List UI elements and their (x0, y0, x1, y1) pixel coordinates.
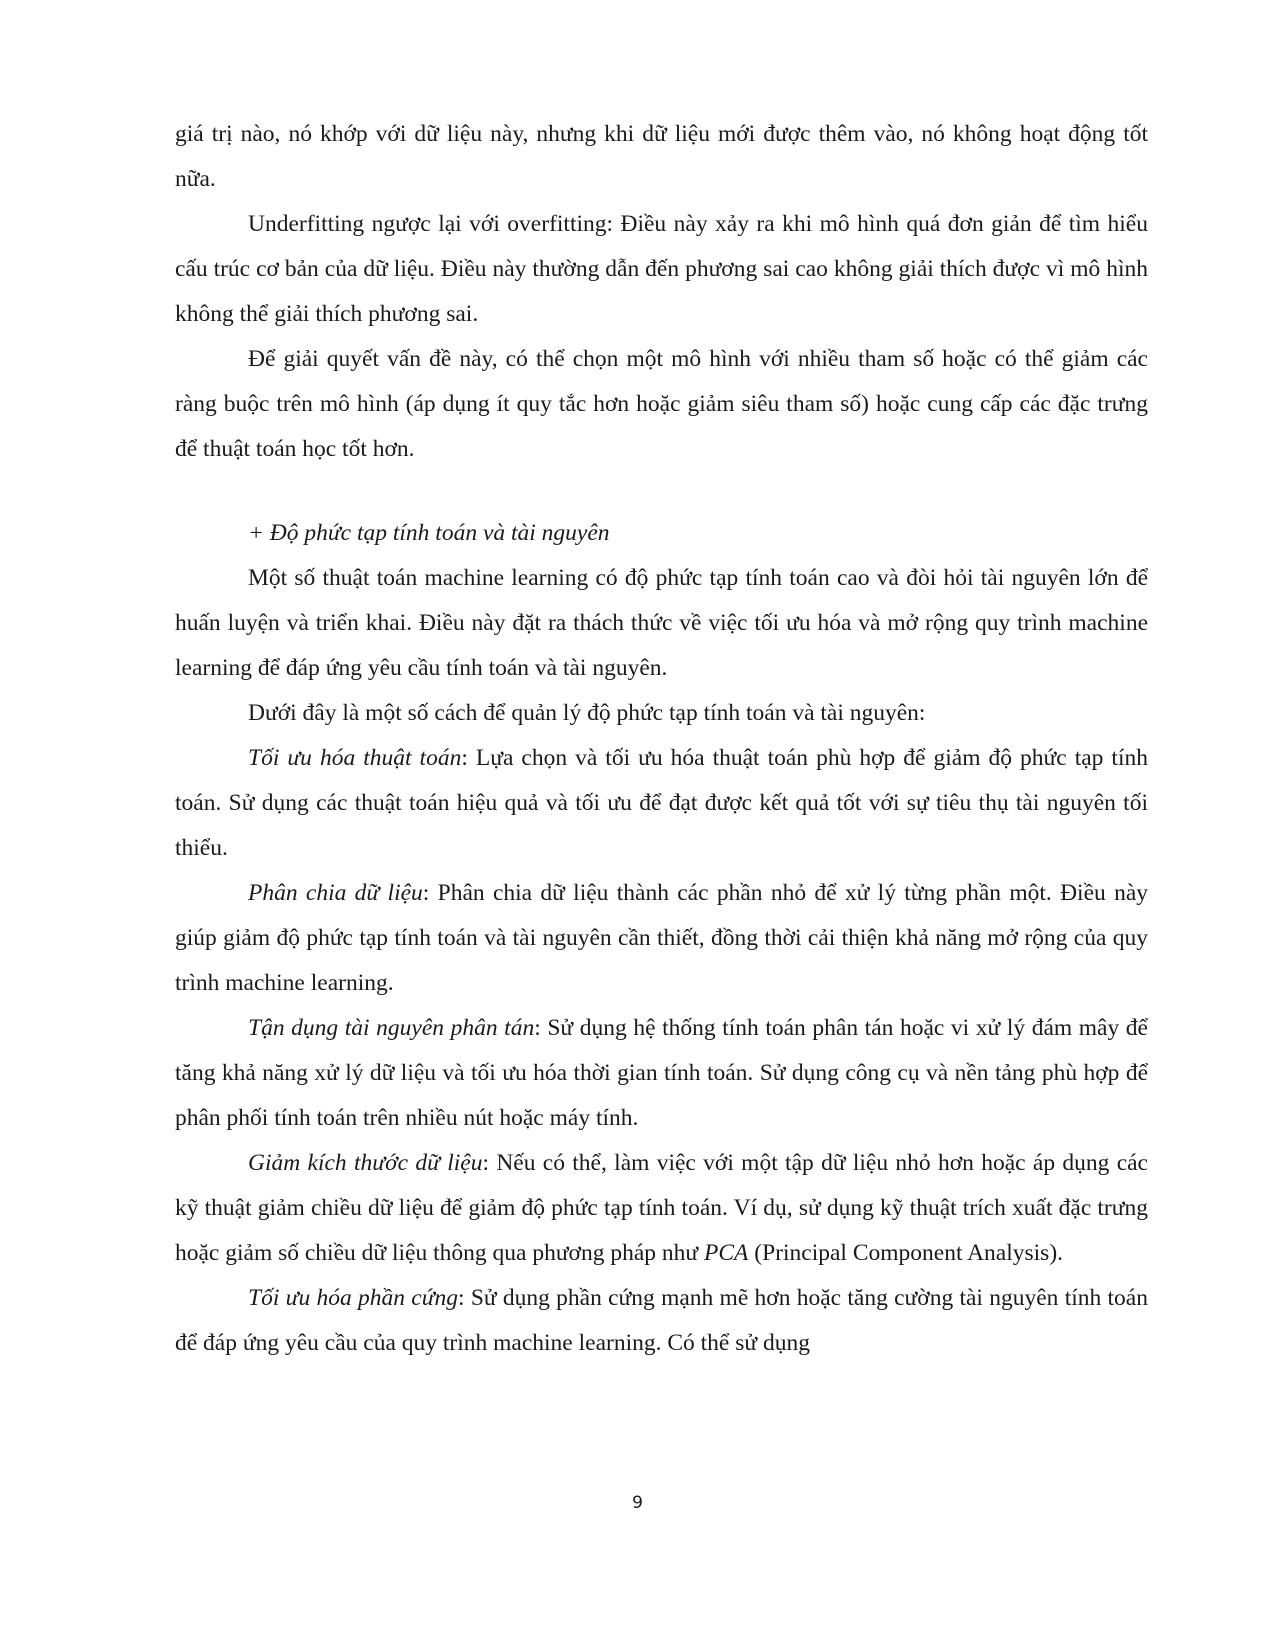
item-emphasis: PCA (704, 1240, 749, 1266)
list-item-hardware-optimization (175, 1276, 1148, 1366)
list-intro: Dưới đây là một số cách để quản lý độ phức tạp tính toán và tài nguyên: (248, 700, 926, 726)
item-term: Tối ưu hóa phần cứng (248, 1285, 459, 1311)
list-item-algorithm-optimization (175, 736, 1148, 871)
item-text: : Sử dụng phần cứng mạnh mẽ hơn hoặc tăng cường tài nguyên tính toán để đáp ứng yêu cầu của quy trình machine learning. Có thể sử dụng (175, 1285, 1148, 1356)
section-heading: + Độ phức tạp tính toán và tài nguyên (248, 520, 610, 546)
item-term: Tận dụng tài nguyên phân tán (248, 1015, 535, 1041)
section-intro: Một số thuật toán machine learning có độ phức tạp tính toán cao và đòi hỏi tài nguyên lớn để huấn luyện và triển khai. Điều này đặt ra thách thức về việc tối ưu hóa và mở rộng quy trình machine learning để đáp ứng yêu cầu tính toán và tài nguyên. (175, 565, 1148, 681)
item-tail: (Principal Component Analysis). (748, 1240, 1064, 1266)
paragraph-underfitting: Underfitting ngược lại với overfitting: Điều này xảy ra khi mô hình quá đơn giản để tìm hiểu cấu trúc cơ bản của dữ liệu. Điều này thường dẫn đến phương sai cao không giải thích được vì mô hình không thể giải thích phương sai. (175, 211, 1148, 327)
list-item-distributed-resources (175, 1006, 1148, 1141)
item-term: Phân chia dữ liệu (248, 880, 423, 906)
paragraph-solution: Để giải quyết vấn đề này, có thể chọn một mô hình với nhiều tham số hoặc có thể giảm các ràng buộc trên mô hình (áp dụng ít quy tắc hơn hoặc giảm siêu tham số) hoặc cung cấp các đặc trưng để thuật toán học tốt hơn. (175, 346, 1148, 462)
list-item-data-partitioning (175, 871, 1148, 1006)
document-page (175, 112, 1148, 1366)
item-text: : Lựa chọn và tối ưu hóa thuật toán phù hợp để giảm độ phức tạp tính toán. Sử dụng các thuật toán hiệu quả và tối ưu để đạt được kết quả tốt với sự tiêu thụ tài nguyên tối thiểu. (175, 745, 1148, 861)
paragraph-overfitting-end: giá trị nào, nó khớp với dữ liệu này, nhưng khi dữ liệu mới được thêm vào, nó không hoạt động tốt nữa. (175, 121, 1148, 192)
page-number: 9 (632, 1493, 643, 1513)
item-term: Tối ưu hóa thuật toán (248, 745, 462, 771)
item-text: : Phân chia dữ liệu thành các phần nhỏ để xử lý từng phần một. Điều này giúp giảm độ phức tạp tính toán và tài nguyên cần thiết, đồng thời cải thiện khả năng mở rộng của quy trình machine learning. (175, 880, 1148, 996)
list-item-data-reduction (175, 1141, 1148, 1276)
item-text: : Sử dụng hệ thống tính toán phân tán hoặc vi xử lý đám mây để tăng khả năng xử lý dữ liệu và tối ưu hóa thời gian tính toán. Sử dụng công cụ và nền tảng phù hợp để phân phối tính toán trên nhiều nút hoặc máy tính. (175, 1015, 1148, 1131)
item-text: : Nếu có thể, làm việc với một tập dữ liệu nhỏ hơn hoặc áp dụng các kỹ thuật giảm chiều dữ liệu để giảm độ phức tạp tính toán. Ví dụ, sử dụng kỹ thuật trích xuất đặc trưng hoặc giảm số chiều dữ liệu thông qua phương pháp như (175, 1150, 1148, 1266)
item-term: Giảm kích thước dữ liệu (248, 1150, 483, 1176)
